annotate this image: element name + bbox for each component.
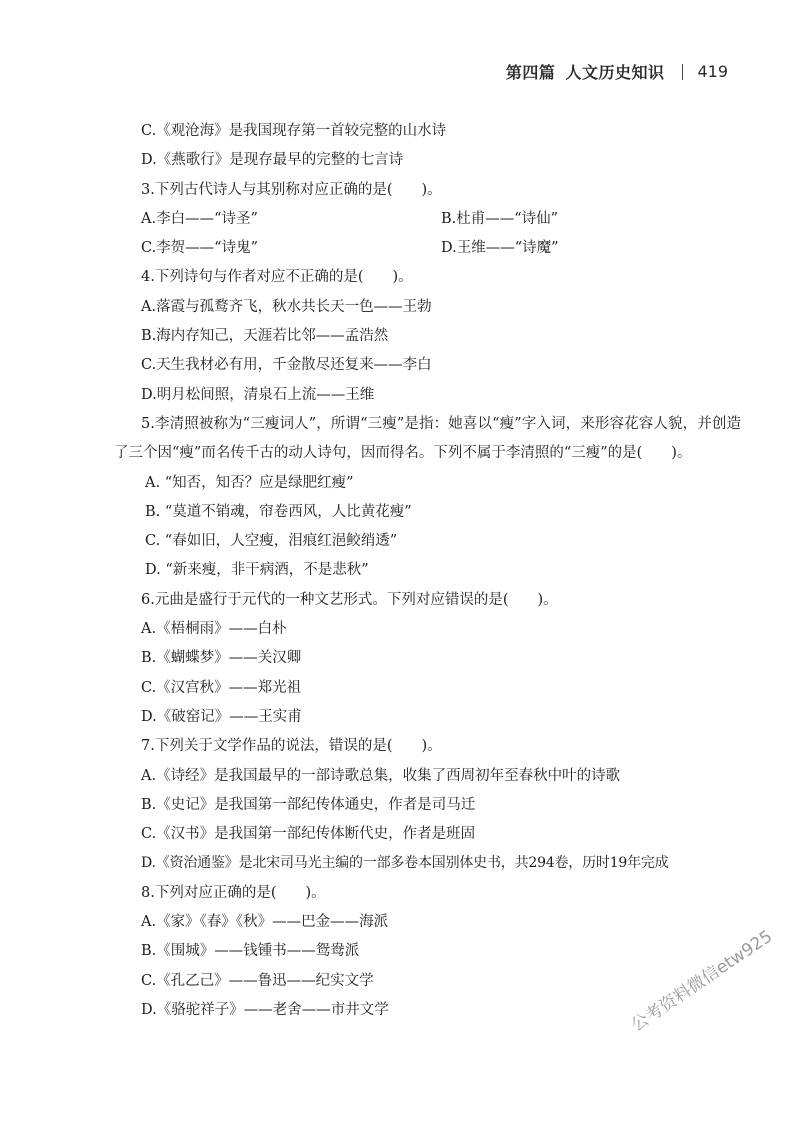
question-6-stem: 6.元曲是盛行于元代的一种文艺形式。下列对应错误的是( )。 — [141, 591, 558, 608]
q5-option: B. “莫道不销魂，帘卷西风，人比黄花瘦” — [145, 503, 412, 520]
question-5-stem: 5.李清照被称为“三瘦词人”，所谓“三瘦”是指：她喜以“瘦”字入词，来形容花容人貌，并创造了三个因“瘦”而名传千古的动人诗句，因而得名。下列不属于李清照的“三瘦”的是( )。 — [114, 415, 741, 462]
q4-option: D.明月松间照，清泉石上流——王维 — [141, 386, 375, 403]
section-title: 人文历史知识 — [565, 63, 665, 82]
q8-option: A.《家》《春》《秋》——巴金——海派 — [141, 914, 389, 931]
question-3-stem: 3.下列古代诗人与其别称对应正确的是( )。 — [141, 181, 442, 198]
running-header — [506, 60, 728, 83]
q3-option-row — [141, 234, 741, 263]
q5-option: A. “知否，知否？应是绿肥红瘦” — [145, 474, 354, 491]
q5-option: D. “新来瘦，非干病酒，不是悲秋” — [145, 562, 369, 579]
question-4-stem: 4.下列诗句与作者对应不正确的是( )。 — [141, 269, 413, 286]
q3-option-row — [141, 205, 741, 234]
page-number: 419 — [697, 62, 728, 81]
q3-option-c: C.李贺——“诗鬼” — [141, 240, 259, 257]
q6-option: A.《梧桐雨》——白朴 — [141, 621, 287, 638]
q3-option-d: D.王维——“诗魔” — [441, 240, 559, 257]
watermark-text: 公考资料微信etw925 — [627, 926, 777, 1036]
page-body — [114, 117, 741, 1025]
text-line: D.《燕歌行》是现存最早的完整的七言诗 — [141, 152, 404, 169]
q4-option: C.天生我材必有用，千金散尽还复来——李白 — [141, 357, 432, 374]
q3-option-a: A.李白——“诗圣” — [141, 210, 258, 227]
header-divider — [682, 64, 683, 80]
q8-option: C.《孔乙己》——鲁迅——纪实文学 — [141, 972, 374, 989]
q8-option: D.《骆驼祥子》——老舍——市井文学 — [141, 1001, 389, 1018]
q3-option-b: B.杜甫——“诗仙” — [441, 210, 559, 227]
question-7-stem: 7.下列关于文学作品的说法，错误的是( )。 — [141, 738, 442, 755]
chapter-label: 第四篇 — [505, 63, 556, 82]
q6-option: D.《破窑记》——王实甫 — [141, 708, 302, 725]
q6-option: C.《汉宫秋》——郑光祖 — [141, 679, 302, 696]
q7-option: A.《诗经》是我国最早的一部诗歌总集，收集了西周初年至春秋中叶的诗歌 — [141, 767, 621, 784]
q7-option: B.《史记》是我国第一部纪传体通史，作者是司马迁 — [141, 796, 476, 813]
q6-option: B.《蝴蝶梦》——关汉卿 — [141, 650, 302, 667]
q4-option: A.落霞与孤鹜齐飞，秋水共长天一色——王勃 — [141, 298, 432, 315]
text-line: C.《观沧海》是我国现存第一首较完整的山水诗 — [141, 123, 447, 139]
q8-option: B.《围城》——钱锺书——鸳鸯派 — [141, 943, 360, 960]
question-8-stem: 8.下列对应正确的是( )。 — [141, 884, 326, 901]
q5-option: C. “春如旧，人空瘦，泪痕红浥鲛绡透” — [145, 533, 398, 550]
q7-option: D.《资治通鉴》是北宋司马光主编的一部多卷本国别体史书，共294卷，历时19年完成 — [141, 855, 669, 872]
q7-option: C.《汉书》是我国第一部纪传体断代史，作者是班固 — [141, 826, 476, 843]
q4-option: B.海内存知己，天涯若比邻——孟浩然 — [141, 328, 389, 345]
